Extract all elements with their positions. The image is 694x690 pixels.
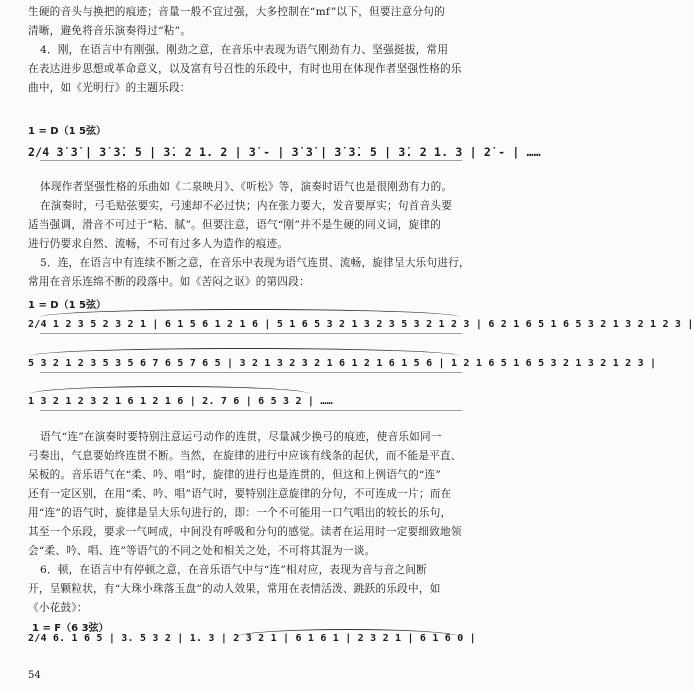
music-staff-line <box>28 353 657 375</box>
music-staff-line <box>28 631 476 647</box>
body-text-line: 适当强调，滑音不可过于“粘、腻”。但要注意，语气“刚”并不是生硬的同义词，旋律的 <box>28 219 442 231</box>
section-6-heading-line: 6．顿，在语言中有停顿之意，在音乐语气中与“连”相对应，表现为音与音之间断 <box>40 564 428 576</box>
body-text-line: 生硬的音头与换把的痕迹；音量一般不宜过强，大多控制在“mf”以下，但要注意分句的 <box>28 6 445 18</box>
music-key-signature: 1 = F（6 3弦） <box>32 623 109 634</box>
underline-mark <box>40 333 462 334</box>
music-staff-line <box>28 391 462 413</box>
body-text-line: 用“连”的语气时，旋律是呈大乐句进行的，即：一个不可能用一口气唱出的较长的乐句， <box>28 507 452 519</box>
section-4-heading-line: 4．刚，在语言中有刚强、刚劲之意，在音乐中表现为语气刚劲有力、坚强挺拔，常用 <box>40 44 449 56</box>
jianpu-notation: 2/4 1 2 3 5 2 3 2 1 | 6 1 5 6 1 2 1 6 | 5 1 6 5 3 2 1 3 2 3 5 3 2 1 2 3 | 6 2 1 6 5 1 6 5 3 2 1 3 2 1 2 3 | <box>28 319 694 330</box>
underline-mark <box>40 410 462 411</box>
body-text-line: 呆板的。音乐语气在“柔、吟、唱”时，旋律的进行也是连贯的，但这和上例语气的“连” <box>28 469 442 481</box>
music-key-signature: 1 = D（1 5弦） <box>28 126 106 137</box>
body-text-line: 开，呈颗粒状，有“大珠小珠落玉盘”的动人效果，常用在表情活泼、跳跃的乐段中，如 <box>28 583 441 595</box>
body-text-line: 其至一个乐段，要求一气呵成，中间没有呼吸和分句的感觉。读者在运用时一定要细致地领 <box>28 526 462 538</box>
jianpu-notation: 1 3 2 1 2 3 2 1 6 1 2 1 6 | 2. 7 6 | 6 5 3 2 | …… <box>28 396 333 407</box>
body-text-line: 清晰，避免将音乐演奏得过“粘”。 <box>28 25 192 37</box>
page-number: 54 <box>28 670 41 681</box>
music-key-signature: 1 = D（1 5弦） <box>28 300 106 311</box>
body-text-line: 《小花鼓》： <box>28 602 88 614</box>
body-text-line: 在表达进步思想或革命意义，以及富有号召性的乐段中，有时也用在体现作者坚强性格的乐 <box>28 63 462 75</box>
body-text-line: 常用在音乐连绵不断的段落中。如《苦闷之讴》的第四段： <box>28 276 310 288</box>
music-staff-line <box>28 141 541 163</box>
body-text-line: 弓奏出，气息要始终连贯不断。当然，在旋律的进行中应该有线条的起伏，而不能是平直、 <box>28 450 462 462</box>
body-text-line: 体现作者坚强性格的乐曲如《二泉映月》、《听松》等，演奏时语气也是很刚劲有力的。 <box>40 181 453 193</box>
body-text-line: 曲中，如《光明行》的主题乐段： <box>28 82 191 94</box>
jianpu-notation: 2/4 6. 1 6 5 | 3. 5 3 2 | 1. 3 | 2 3 2 1 | 6 1 6 1 | 2 3 2 1 | 6 1 6 0 | <box>28 633 476 644</box>
jianpu-notation: 2/4 3̇ 3̇ | 3̇ 3̇. 5 | 3̇. 2 1. 2 | 3̇ - | 3̇ 3̇ | 3̇ 3̇. 5 | 3̇. 2 1. 3 | 2̇ - | …… <box>28 145 541 159</box>
body-text-line: 语气“连”在演奏时要特别注意运弓动作的连贯，尽量减少换弓的痕迹，使音乐如同一 <box>40 431 442 443</box>
underline-mark <box>40 160 462 161</box>
jianpu-notation: 5 3 2 1 2 3 5 3 5 6 7 6 5 7 6 5 | 3 2 1 3 2 3 2 1 6 1 2 1 6 1 5 6 | 1 2 1 6 5 1 6 5 3 2 1 3 2 1 2 3 | <box>28 358 657 369</box>
section-5-heading-line: 5．连，在语言中有连续不断之意，在音乐中表现为语气连贯、流畅，旋律呈大乐句进行， <box>40 257 470 269</box>
music-staff-line <box>28 314 694 336</box>
body-text-line: 会“柔、吟、唱、连”等语气的不同之处和相关之处，不可将其混为一谈。 <box>28 545 376 557</box>
body-text-line: 进行仍要求自然、流畅，不可有过多人为造作的痕迹。 <box>28 238 289 250</box>
body-text-line: 在演奏时，弓毛贴弦要实，弓速却不必过快；内在张力要大，发音要厚实；句首音头要 <box>40 200 453 212</box>
underline-mark <box>40 372 462 373</box>
body-text-line: 还有一定区别，在用“柔、吟、唱”语气时，要特别注意旋律的分句，不可连成一片；而在 <box>28 488 452 500</box>
